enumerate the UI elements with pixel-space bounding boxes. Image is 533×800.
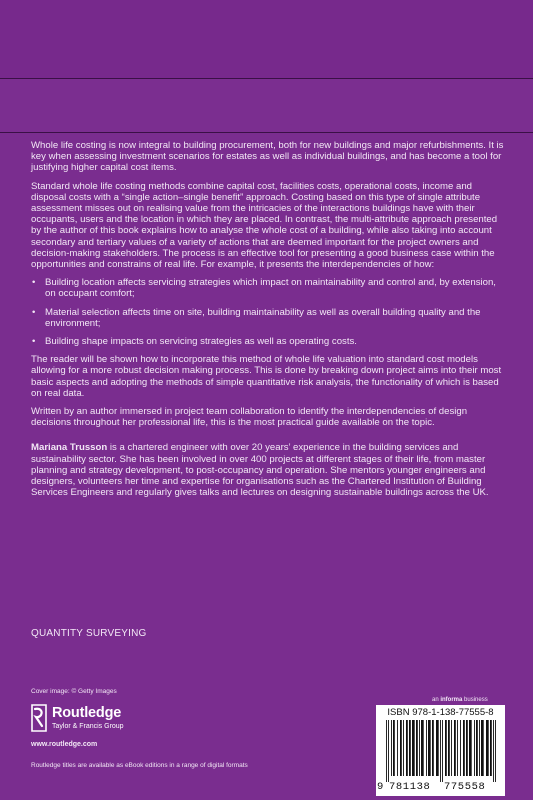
barcode-bar: [442, 720, 443, 782]
barcode-bar: [476, 720, 478, 776]
barcode-bar: [440, 720, 441, 782]
author-bio-text: is a chartered engineer with over 20 years’ experience in the building services and sustainability sector. She has been involved in over 400 projects at different stages of their life, from master planning and strategy development, to post-occupancy and operation. She mentors younger engineers and designers, volunteers her time and expertise for organisations such as the Chartered Institution of Building Services Engineers and regularly gives talks and lectures on designing sustainable buildings across the UK.: [31, 442, 489, 499]
divider-bottom: [0, 132, 533, 133]
back-cover-description: [31, 140, 505, 505]
barcode-bar: [391, 720, 392, 776]
description-paragraph-2: Standard whole life costing methods combine capital cost, facilities costs, operational costs, income and disposal costs with a “single action–single benefit” approach. Costing based on this type of single attribute assessment misses out on realising value from the intricacies of the interactions buildings have with their occupants, users and the location in which they are placed. In contrast, the multi-attribute approach presented by the author of this book explains how to analyse the whole cost of a building, while also taking into account secondary and tertiary values of a variety of actions that are deemed important for the project owners and decision-making stakeholders. The process is an effective tool for presenting a good business case within the opportunities and constrains of real life. For example, it presents the interdependencies of how:: [31, 180, 498, 271]
informa-business-note: [432, 697, 488, 703]
barcode-bar: [493, 720, 494, 782]
informa-prefix: an: [432, 697, 441, 703]
barcode-bar: [400, 720, 402, 776]
barcode-bar: [393, 720, 395, 776]
barcode-bar: [386, 720, 387, 782]
cover-image-credit: Cover image: © Getty Images: [31, 688, 117, 695]
top-band: [0, 0, 533, 78]
barcode-bar: [432, 720, 434, 776]
barcode-digits-left: 781138: [389, 781, 431, 793]
publisher-group: Taylor & Francis Group: [52, 723, 124, 730]
barcode-digits: [376, 781, 505, 795]
isbn-barcode: [376, 705, 505, 796]
barcode-bar: [486, 720, 489, 776]
ebook-note: Routledge titles are available as eBook editions in a range of digital formats: [31, 762, 248, 769]
list-item: • Building shape impacts on servicing strategies as well as operating costs.: [45, 336, 505, 347]
description-paragraph-3: The reader will be shown how to incorporate this method of whole life valuation into standard cost models allowing for a more robust decision making process. This is done by breaking down project aims into their most basic aspects and adopting the methods of simple quantitative risk analysis, the functionality of which is based on real data.: [31, 354, 502, 399]
barcode-bar: [397, 720, 398, 776]
barcode-bars: [384, 720, 499, 782]
list-item: • Building location affects servicing strategies which impact on maintainability and control and, by extension, on occupant comfort;: [45, 277, 505, 299]
barcode-bar: [436, 720, 439, 776]
barcode-bar: [448, 720, 450, 776]
routledge-logo-icon: [31, 704, 47, 732]
barcode-digits-right: 775558: [444, 781, 486, 793]
middle-band: [0, 79, 533, 132]
barcode-bar: [406, 720, 408, 776]
publisher-name: Routledge: [52, 705, 122, 721]
informa-brand: informa: [440, 697, 463, 703]
barcode-bar: [409, 720, 411, 776]
publisher-logo: [31, 702, 231, 738]
barcode-digit-first: 9: [377, 781, 384, 793]
barcode-bar: [469, 720, 472, 776]
subject-category: QUANTITY SURVEYING: [31, 628, 147, 639]
barcode-bar: [412, 720, 415, 776]
barcode-bar: [388, 720, 389, 782]
barcode-bar: [466, 720, 468, 776]
barcode-bar: [495, 720, 496, 782]
barcode-bar: [426, 720, 427, 776]
barcode-bar: [479, 720, 480, 776]
barcode-bar: [474, 720, 475, 776]
isbn-number: ISBN 978-1-138-77555-8: [387, 707, 494, 718]
barcode-bar: [445, 720, 447, 776]
publisher-website: www.routledge.com: [31, 741, 98, 748]
barcode-bar: [416, 720, 418, 776]
barcode-bar: [457, 720, 458, 776]
barcode-bar: [454, 720, 456, 776]
author-name: Mariana Trusson: [31, 442, 108, 454]
informa-suffix: business: [462, 697, 488, 703]
list-item: • Material selection affects time on site, building maintainability as well as overall building quality and the environment;: [45, 307, 505, 329]
barcode-bar: [481, 720, 484, 776]
barcode-bar: [460, 720, 461, 776]
description-paragraph-1: Whole life costing is now integral to building procurement, both for new buildings and major refurbishments. It is key when assessing investment scenarios for estates as well as individual buildings, and has become a tool for justifying higher capital cost items.: [31, 140, 504, 174]
barcode-bar: [490, 720, 492, 776]
barcode-bar: [403, 720, 404, 776]
author-bio: [31, 442, 505, 498]
barcode-bar: [428, 720, 431, 776]
barcode-bar: [463, 720, 465, 776]
interdependencies-list: [31, 277, 505, 347]
barcode-bar: [419, 720, 420, 776]
barcode-bar: [421, 720, 424, 776]
barcode-bar: [451, 720, 452, 776]
description-paragraph-4: Written by an author immersed in project team collaboration to identify the interdependencies of design decisions throughout her professional life, this is the most practical guide available on the topic.: [31, 406, 468, 429]
